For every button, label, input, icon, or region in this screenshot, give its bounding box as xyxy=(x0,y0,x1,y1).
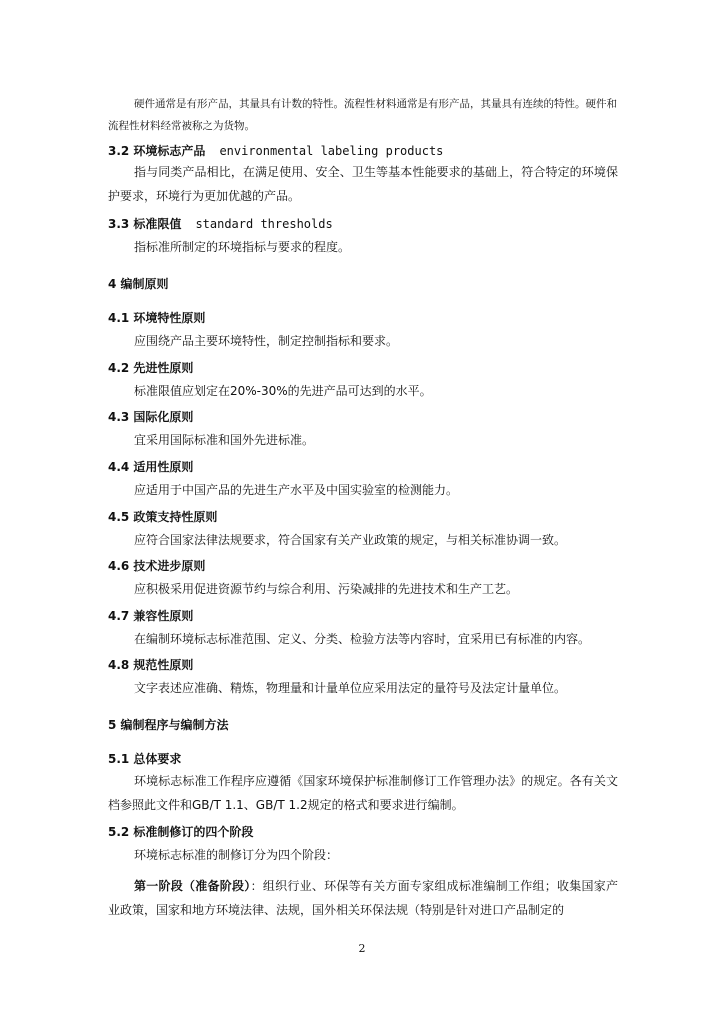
section-4-2-body: 标准限值应划定在20%-30%的先进产品可达到的水平。 xyxy=(134,384,432,398)
section-4-6-body: 应积极采用促进资源节约与综合利用、污染减排的先进技术和生产工艺。 xyxy=(134,582,519,596)
section-4-5-heading: 4.5 政策支持性原则 xyxy=(108,510,218,524)
page-number: 2 xyxy=(358,942,366,955)
stage-1-label: 第一阶段（准备阶段） xyxy=(134,879,251,893)
section-4-4-heading: 4.4 适用性原则 xyxy=(108,460,194,474)
section-4-3-body: 宜采用国际标准和国外先进标准。 xyxy=(134,433,315,447)
section-5-2-body: 环境标志标准的制修订分为四个阶段： xyxy=(134,848,339,862)
section-4-8-heading: 4.8 规范性原则 xyxy=(108,658,194,672)
section-3-2-body: 指与同类产品相比，在满足使用、安全、卫生等基本性能要求的基础上，符合特定的环境保护要求，环境行为更加优越的产品。 xyxy=(108,165,618,203)
section-3-2-english: environmental labeling products xyxy=(219,144,444,158)
section-3-3-title: 3.3 标准限值 xyxy=(108,217,182,231)
section-4-6-heading: 4.6 技术进步原则 xyxy=(108,559,206,573)
section-4-2-heading: 4.2 先进性原则 xyxy=(108,361,194,375)
section-4-8-body: 文字表述应准确、精炼，物理量和计量单位应采用法定的量符号及法定计量单位。 xyxy=(134,681,567,695)
stage-1-text: ：组织行业、环保等有关方面专家组成标准编制工作组；收集国家产业政策，国家和地方环境法律、法规，国外相关环保法规（特别是针对进口产品制定的 xyxy=(108,879,618,917)
section-4-1-heading: 4.1 环境特性原则 xyxy=(108,311,206,325)
section-3-3-heading xyxy=(108,216,618,232)
section-4-1-body: 应围绕产品主要环境特性，制定控制指标和要求。 xyxy=(134,334,399,348)
section-4-3-heading: 4.3 国际化原则 xyxy=(108,410,194,424)
stage-1-paragraph xyxy=(108,874,618,922)
section-5-1-heading: 5.1 总体要求 xyxy=(108,752,182,766)
intro-paragraph: 硬件通常是有形产品，其量具有计数的特性。流程性材料通常是有形产品，其量具有连续的特性。硬件和流程性材料经常被称之为货物。 xyxy=(108,98,617,132)
section-5-2-heading: 5.2 标准制修订的四个阶段 xyxy=(108,825,254,839)
section-4-4-body: 应适用于中国产品的先进生产水平及中国实验室的检测能力。 xyxy=(134,483,459,497)
section-4-title: 4 编制原则 xyxy=(108,277,169,291)
section-4-7-heading: 4.7 兼容性原则 xyxy=(108,609,194,623)
section-3-2-heading xyxy=(108,143,618,159)
section-3-3-english: standard thresholds xyxy=(195,217,333,231)
section-3-2-title: 3.2 环境标志产品 xyxy=(108,144,206,158)
section-3-3-body: 指标准所制定的环境指标与要求的程度。 xyxy=(134,240,351,254)
section-5-title: 5 编制程序与编制方法 xyxy=(108,718,229,732)
section-4-5-body: 应符合国家法律法规要求，符合国家有关产业政策的规定，与相关标准协调一致。 xyxy=(134,533,567,547)
section-4-7-body: 在编制环境标志标准范围、定义、分类、检验方法等内容时，宜采用已有标准的内容。 xyxy=(134,632,591,646)
section-5-1-body: 环境标志标准工作程序应遵循《国家环境保护标准制修订工作管理办法》的规定。各有关文档参照此文件和GB/T 1.1、GB/T 1.2规定的格式和要求进行编制。 xyxy=(108,774,618,812)
